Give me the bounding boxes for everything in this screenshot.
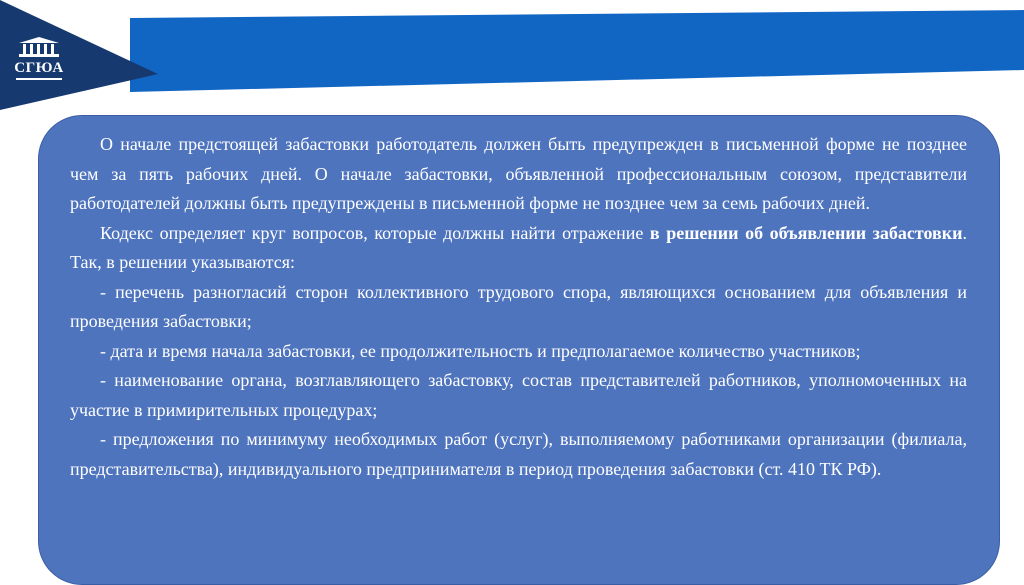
list-item: - наименование органа, возглавляющего забастовку, состав представителей работников, уполномоченных на участие в примирительных процедурах; <box>70 370 967 420</box>
list-item: - дата и время начала забастовки, ее продолжительность и предполагаемое количество участников; <box>100 340 861 361</box>
header-blue-stripe <box>130 10 1024 92</box>
logo-text: СГЮА <box>14 60 64 76</box>
logo <box>8 36 70 88</box>
content-box <box>38 115 1000 585</box>
building-icon <box>17 36 61 58</box>
paragraph-code-start: Кодекс определяет круг вопросов, которые должны найти отражение <box>100 222 650 243</box>
list-item: - перечень разногласий сторон коллективного трудового спора, являющихся основанием для объявления и проведения забастовки; <box>70 281 967 331</box>
header-band <box>0 0 1024 110</box>
paragraph-code-bold: в решении об объявлении забастовки <box>649 222 963 243</box>
paragraph-code-end: . Так, в решении указываются: <box>70 222 967 272</box>
logo-underline <box>16 78 62 80</box>
list-item: - предложения по минимуму необходимых работ (услуг), выполняемому работниками организации (филиала, представительства), индивидуального предпринимателя в период проведения забастовки (ст. 410 ТК РФ). <box>70 429 967 479</box>
paragraph-code <box>70 219 967 278</box>
paragraph-warning: О начале предстоящей забастовки работодатель должен быть предупрежден в письменной форме не позднее чем за пять рабочих дней. О начале забастовки, объявленной профессиональным союзом, представители работодателей должны быть предупреждены в письменной форме не позднее чем за семь рабочих дней. <box>70 134 967 213</box>
